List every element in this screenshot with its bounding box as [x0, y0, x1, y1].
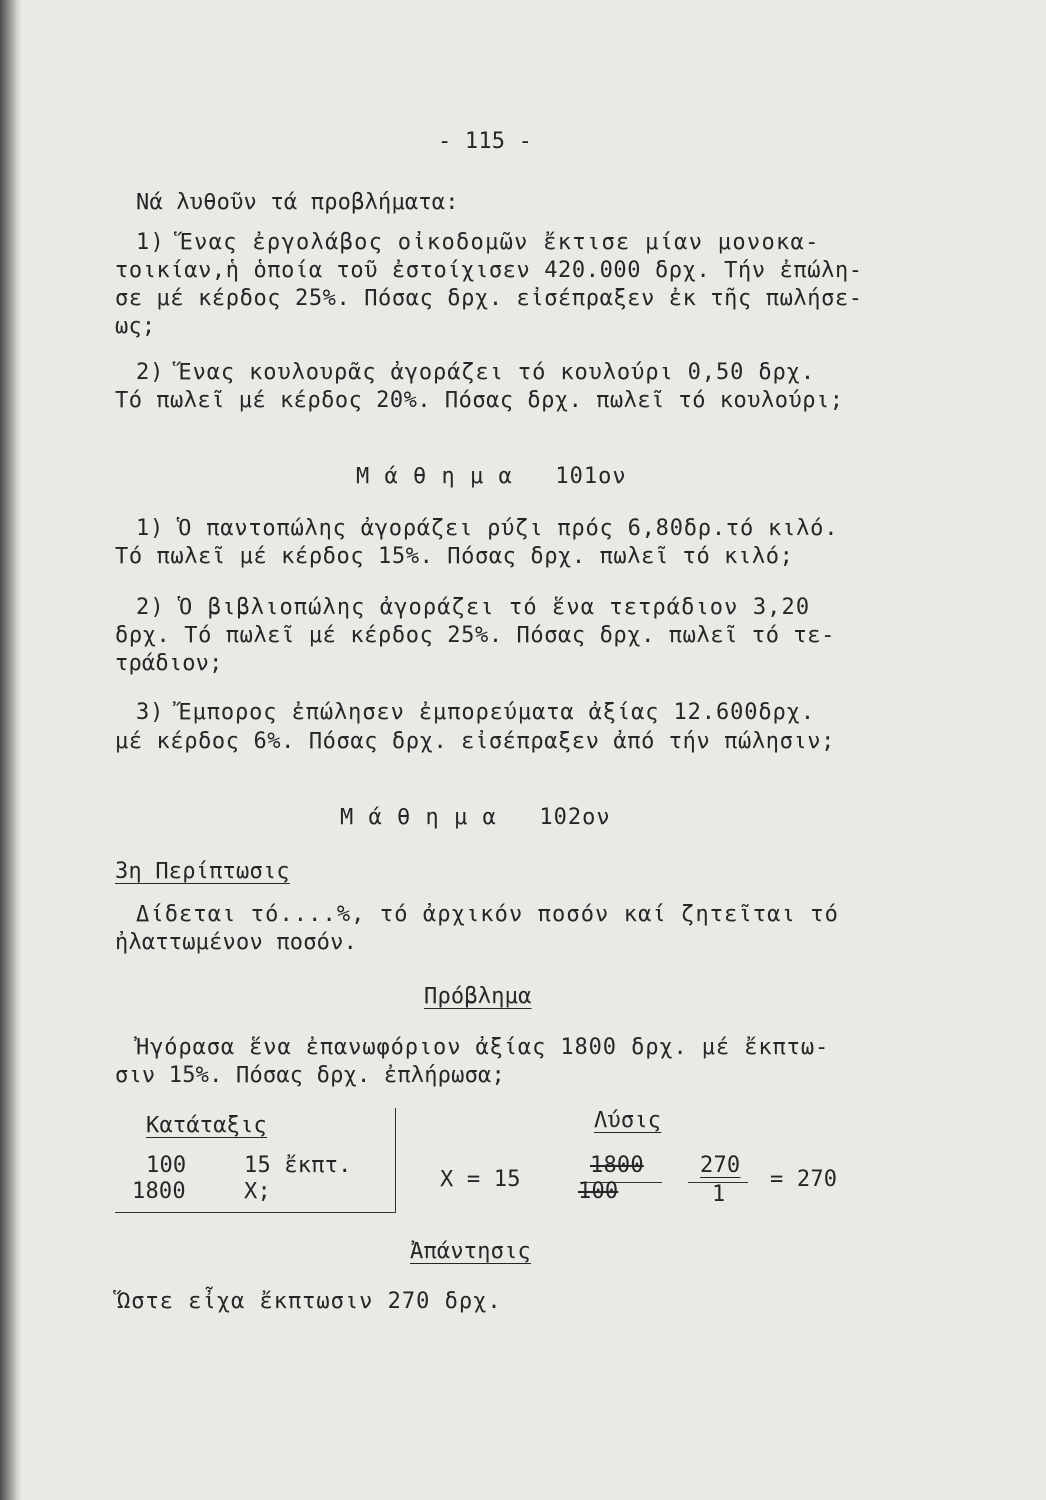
solution-heading: Λύσις — [594, 1108, 662, 1133]
classification-heading: Κατάταξις — [146, 1113, 268, 1138]
lesson-101-problem-2-line-2: δρχ. Τό πωλεῖ μέ κέρδος 25%. Πόσας δρχ. πωλεῖ τό τε- — [115, 623, 835, 648]
lesson-101-title: Μ ά θ η μ α 101ον — [356, 464, 627, 489]
problem-line-2: σιν 15%. Πόσας δρχ. ἐπλήρωσα; — [115, 1063, 505, 1088]
lesson-101-problem-1-line-1: 1) Ὁ παντοπώλης ἀγοράζει ρύζι πρός 6,80δρ.τό κιλό. — [136, 516, 839, 541]
page-number: - 115 - — [438, 129, 533, 154]
solution-lhs: Χ = 15 — [440, 1167, 521, 1192]
case-line-1: Δίδεται τό....%, τό ἀρχικόν ποσόν καί ζητεῖται τό — [136, 902, 839, 927]
classification-row-2-right: Χ; — [244, 1179, 271, 1204]
problem-1-line-3: σε μέ κέρδος 25%. Πόσας δρχ. εἰσέπραξεν ἐκ τῆς πωλήσε- — [115, 286, 863, 311]
lesson-101-problem-2-line-3: τράδιον; — [115, 651, 223, 676]
problem-line-1: Ἠγόρασα ἕνα ἐπανωφόριον ἀξίας 1800 δρχ. μέ ἔκπτω- — [136, 1035, 830, 1060]
lesson-101-problem-3-line-1: 3) Ἔμπορος ἐπώλησεν ἐμπορεύματα ἀξίας 12.600δρχ. — [136, 700, 815, 725]
lesson-102-title: Μ ά θ η μ α 102ον — [340, 805, 611, 830]
fraction-1-denominator: 100 — [578, 1179, 619, 1204]
answer-text: Ὥστε εἶχα ἔκπτωσιν 270 δρχ. — [117, 1289, 502, 1314]
problem-heading: Πρόβλημα — [424, 984, 532, 1009]
lesson-101-problem-2-line-1: 2) Ὁ βιβλιοπώλης ἀγοράζει τό ἕνα τετράδιον 3,20 — [136, 595, 811, 620]
answer-heading: Ἀπάντησις — [410, 1239, 532, 1264]
problem-1-line-4: ως; — [115, 314, 156, 339]
problem-1-line-2: τοικίαν,ἡ ὁποία τοῦ ἐστοίχισεν 420.000 δρχ. Τήν ἐπώλη- — [115, 258, 863, 283]
problem-1-line-1: 1) Ἕνας ἐργολάβος οἰκοδομῶν ἔκτισε μίαν μονοκα- — [136, 230, 820, 255]
fraction-2-numerator: 270 — [700, 1153, 741, 1178]
fraction-2-denominator: 1 — [712, 1182, 726, 1207]
problem-2-line-2: Τό πωλεῖ μέ κέρδος 20%. Πόσας δρχ. πωλεῖ τό κουλούρι; — [115, 388, 844, 413]
case-line-2: ἠλαττωμένον ποσόν. — [115, 930, 358, 955]
classification-row-1-right: 15 ἔκπτ. — [244, 1153, 352, 1178]
intro-heading: Νά λυθοῦν τά προβλήματα: — [136, 190, 459, 215]
problem-2-line-1: 2) Ἕνας κουλουρᾶς ἀγοράζει τό κουλούρι 0,50 δρχ. — [136, 360, 815, 385]
lesson-101-problem-1-line-2: Τό πωλεῖ μέ κέρδος 15%. Πόσας δρχ. πωλεῖ τό κιλό; — [115, 544, 794, 569]
classification-row-1-left: 100 — [146, 1153, 187, 1178]
case-heading: 3η Περίπτωσις — [115, 859, 290, 884]
solution-result: = 270 — [770, 1167, 838, 1192]
classification-row-2-left: 1800 — [132, 1179, 186, 1204]
lesson-101-problem-3-line-2: μέ κέρδος 6%. Πόσας δρχ. εἰσέπραξεν ἀπό τήν πώλησιν; — [115, 729, 835, 754]
fraction-1-numerator: 1800 — [590, 1153, 644, 1178]
